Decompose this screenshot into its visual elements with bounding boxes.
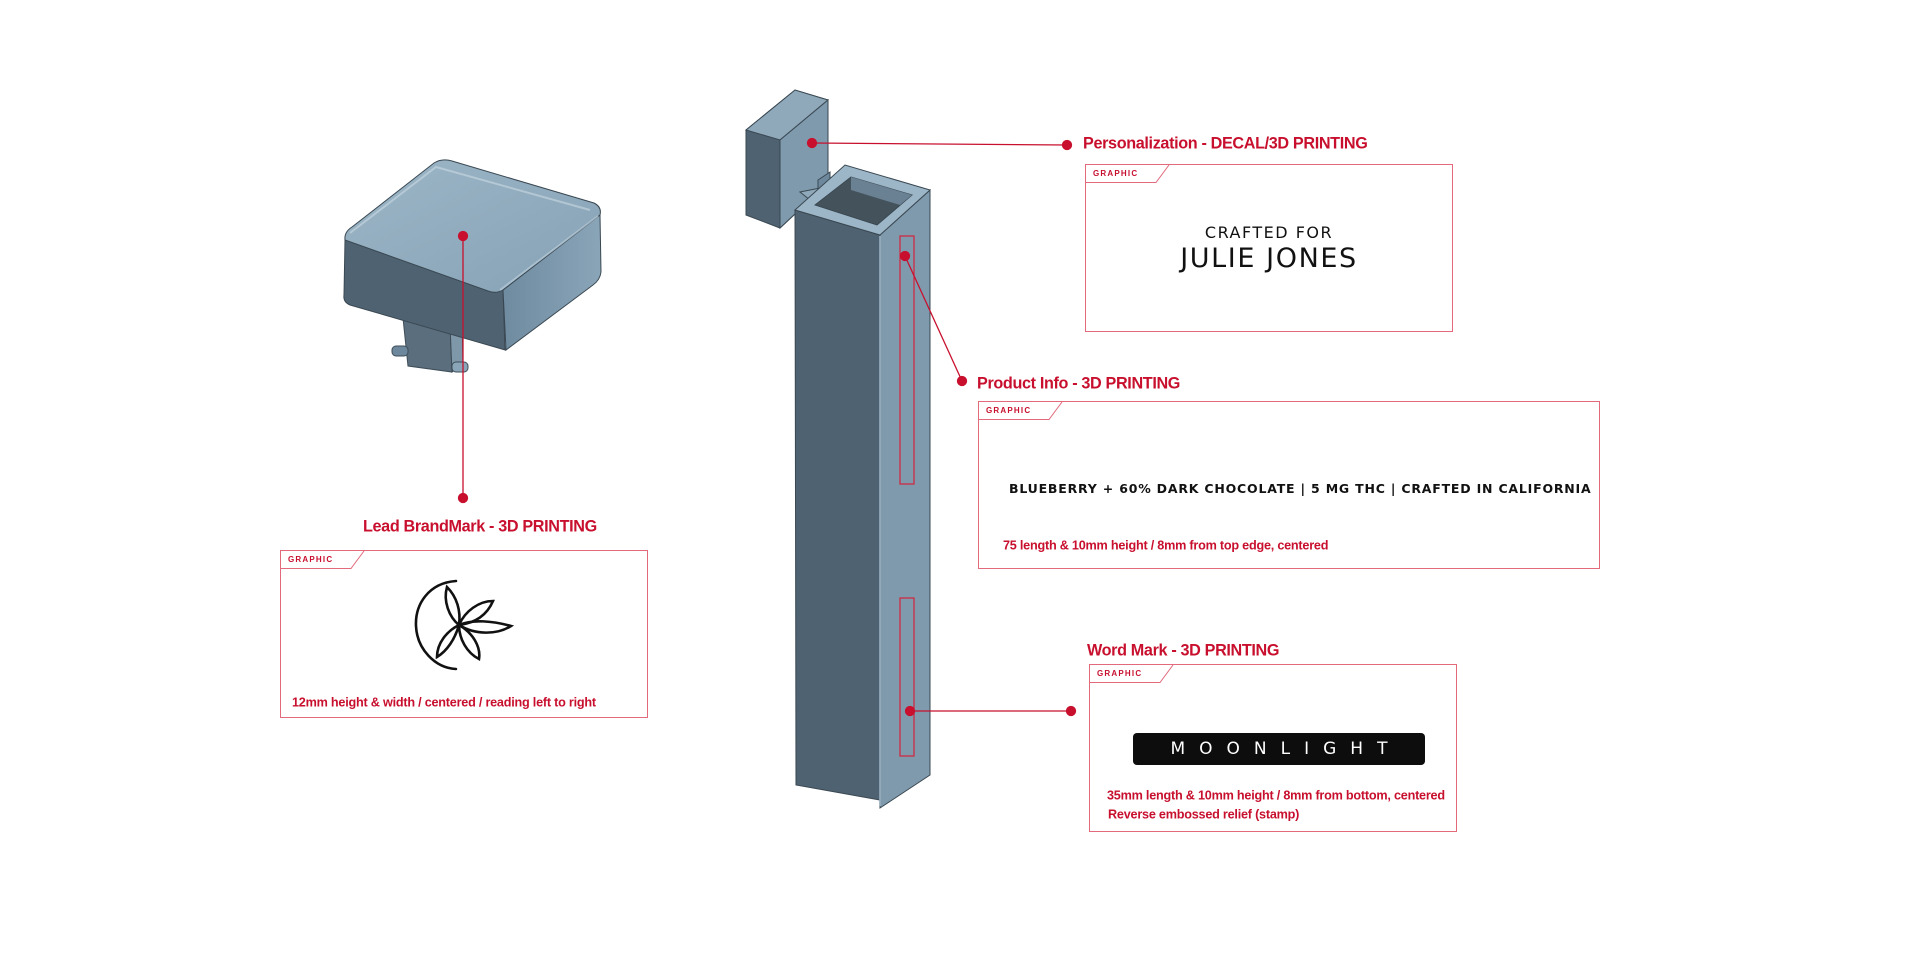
graphic-tag-label: GRAPHIC bbox=[288, 555, 334, 564]
graphic-tag-label: GRAPHIC bbox=[1093, 169, 1139, 178]
cap-model bbox=[344, 160, 601, 372]
pen-body-model bbox=[746, 90, 930, 808]
product-info-note: 75 length & 10mm height / 8mm from top edge, centered bbox=[1003, 539, 1329, 553]
personalization-box bbox=[1085, 164, 1453, 332]
product-info-text: BLUEBERRY + 60% DARK CHOCOLATE | 5 MG THC | CRAFTED IN CALIFORNIA bbox=[1009, 481, 1592, 496]
graphic-tag-label: GRAPHIC bbox=[1097, 669, 1143, 678]
leaf-crescent-logo-icon bbox=[413, 577, 515, 673]
product-info-box bbox=[978, 401, 1600, 569]
word-mark-box bbox=[1089, 664, 1457, 832]
personalization-title: Personalization - DECAL/3D PRINTING bbox=[1083, 134, 1368, 152]
word-mark-title: Word Mark - 3D PRINTING bbox=[1087, 641, 1280, 659]
lead-brandmark-title: Lead BrandMark - 3D PRINTING bbox=[363, 517, 597, 535]
moonlight-wordmark: MOONLIGHT bbox=[1133, 733, 1425, 765]
word-mark-note-2: Reverse embossed relief (stamp) bbox=[1108, 808, 1300, 822]
crafted-for-text: CRAFTED FOR bbox=[1204, 223, 1334, 242]
lead-brandmark-note: 12mm height & width / centered / reading left to right bbox=[292, 696, 596, 710]
recipient-name-text: JULIE JONES bbox=[1180, 243, 1358, 274]
lead-brandmark-box bbox=[280, 550, 648, 718]
product-info-title: Product Info - 3D PRINTING bbox=[977, 374, 1181, 392]
word-mark-note-1: 35mm length & 10mm height / 8mm from bottom, centered bbox=[1107, 789, 1445, 803]
graphic-tag-label: GRAPHIC bbox=[986, 406, 1032, 415]
